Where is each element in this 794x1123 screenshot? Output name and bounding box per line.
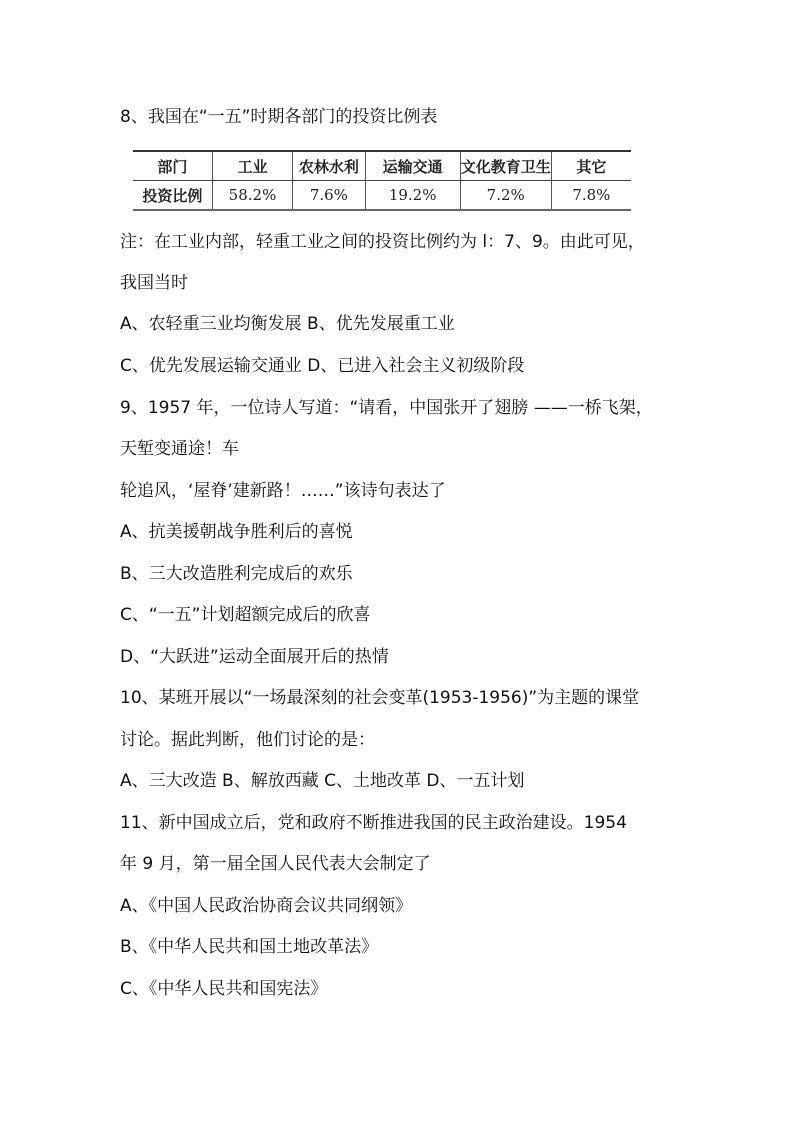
- table-header-cell: 其它: [551, 151, 631, 181]
- question-10-stem: 10、某班开展以“一场最深刻的社会变革(1953-1956)”为主题的课堂: [120, 688, 640, 708]
- question-8-note: 注：在工业内部，轻重工业之间的投资比例约为 l：7、9。由此可见，: [120, 232, 645, 252]
- table-cell: 58.2%: [212, 181, 292, 211]
- question-11-option-a: A、《中国人民政治协商会议共同纲领》: [120, 896, 413, 916]
- table-header-row: [133, 151, 631, 181]
- question-9-stem-continued: 天堑变通途！车: [120, 439, 239, 459]
- question-8-options-cd: C、优先发展运输交通业 D、已进入社会主义初级阶段: [120, 356, 525, 376]
- question-11-stem: 11、新中国成立后，党和政府不断推进我国的民主政治建设。1954: [120, 813, 627, 833]
- question-11-option-c: C、《中华人民共和国宪法》: [120, 979, 328, 999]
- question-9-stem-end: 轮追风，‘屋脊’建新路！……”该诗句表达了: [120, 481, 446, 501]
- table-cell: 7.8%: [551, 181, 631, 211]
- table-row-label: 投资比例: [133, 181, 212, 211]
- table-header-cell: 农林水利: [293, 151, 365, 181]
- question-10-options: A、三大改造 B、解放西藏 C、土地改革 D、一五计划: [120, 771, 525, 791]
- question-10-stem-continued: 讨论。据此判断，他们讨论的是：: [120, 730, 375, 750]
- table-header-cell: 部门: [133, 151, 212, 181]
- table-header-cell: 文化教育卫生: [460, 151, 551, 181]
- question-8-note-continued: 我国当时: [120, 273, 188, 293]
- table-cell: 7.2%: [460, 181, 551, 211]
- table-header-cell: 工业: [212, 151, 292, 181]
- investment-ratio-table: [133, 150, 631, 210]
- question-9-option-d: D、“大跃进”运动全面展开后的热情: [120, 647, 389, 667]
- question-8-options-ab: A、农轻重三业均衡发展 B、优先发展重工业: [120, 314, 455, 334]
- table-cell: 7.6%: [293, 181, 365, 211]
- table-header-cell: 运输交通: [365, 151, 460, 181]
- table-cell: 19.2%: [365, 181, 460, 211]
- question-8-title: 8、我国在“一五”时期各部门的投资比例表: [120, 107, 438, 127]
- question-11-stem-continued: 年 9 月，第一届全国人民代表大会制定了: [120, 854, 431, 874]
- question-9-option-b: B、三大改造胜利完成后的欢乐: [120, 564, 353, 584]
- question-9-option-a: A、抗美援朝战争胜利后的喜悦: [120, 522, 353, 542]
- question-9-option-c: C、“一五”计划超额完成后的欣喜: [120, 605, 371, 625]
- table-row: [133, 181, 631, 211]
- question-9-stem: 9、1957 年，一位诗人写道：“请看，中国张开了翅膀 ——一桥飞架，: [120, 398, 653, 418]
- question-11-option-b: B、《中华人民共和国土地改革法》: [120, 937, 379, 957]
